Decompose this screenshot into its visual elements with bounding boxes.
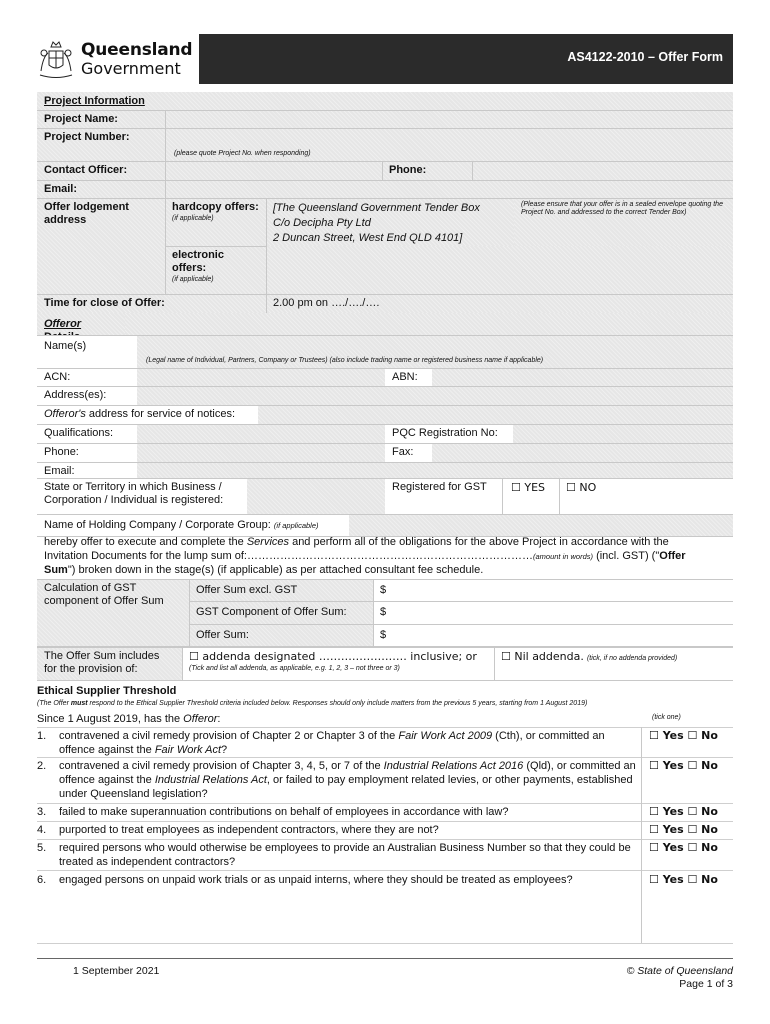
footer-copyright: © State of Queensland — [626, 965, 733, 977]
holding-company-field[interactable] — [349, 514, 733, 536]
page-header — [37, 34, 733, 84]
gst-row2-label: GST Component of Offer Sum: — [189, 601, 373, 624]
addenda-label: The Offer Sum includes for the provision of: — [37, 647, 182, 680]
gst-row1-label: Offer Sum excl. GST — [189, 579, 373, 601]
service-address-label: Offeror's address for service of notices: — [37, 405, 258, 424]
pqc-field[interactable] — [513, 424, 733, 443]
hardcopy-note: (Please ensure that your offer is in a sealed envelope quoting the Project No. and addressed to the correct Tender Box) — [521, 201, 723, 216]
close-time-label: Time for close of Offer: — [37, 294, 266, 313]
q5-yes-no-checkboxes[interactable]: ☐ Yes ☐ No — [649, 841, 718, 854]
project-name-field[interactable] — [165, 110, 733, 128]
names-field[interactable] — [137, 335, 733, 368]
tick-one-hint: (tick one) — [652, 714, 681, 721]
since-text: Since 1 August 2019, has the Offeror: — [37, 713, 221, 725]
logo-line2: Government — [81, 58, 181, 78]
project-name-label: Project Name: — [37, 110, 165, 128]
names-hint: (Legal name of Individual, Partners, Company or Trustees) (also include trading name or registered business name if applicable) — [146, 357, 544, 364]
project-phone-label: Phone: — [382, 161, 472, 180]
ethical-note: (The Offer must respond to the Ethical Supplier Threshold criteria included below. Responses should only include matters from the previous 5 years, starting from 1 August 2019) — [37, 700, 588, 707]
state-field[interactable] — [247, 478, 385, 514]
addenda-designated-option[interactable] — [182, 647, 494, 680]
nil-addenda-option[interactable] — [494, 647, 733, 680]
electronic-label: electronic offers: — [172, 249, 224, 274]
q4-yes-no-checkboxes[interactable]: ☐ Yes ☐ No — [649, 823, 718, 836]
abn-label: ABN: — [385, 368, 432, 386]
names-label: Name(s) — [44, 340, 87, 352]
electronic-field[interactable] — [266, 246, 733, 294]
offeror-details-section — [37, 313, 733, 536]
lodgement-address-label: Offer lodgement address — [37, 198, 165, 294]
project-information-section — [37, 92, 733, 313]
project-email-field[interactable] — [165, 180, 733, 198]
contact-officer-field[interactable] — [165, 161, 382, 180]
hardcopy-cell — [165, 198, 266, 246]
gst-row3-label: Offer Sum: — [189, 624, 373, 646]
pqc-label: PQC Registration No: — [385, 424, 513, 443]
address-field[interactable] — [137, 386, 733, 405]
offeror-email-field[interactable] — [137, 462, 733, 478]
offeror-details-heading: Offeror — [37, 313, 125, 335]
gst-calc-label: Calculation of GST component of Offer Sum — [37, 579, 189, 646]
q1-yes-no-checkboxes[interactable]: ☐ Yes ☐ No — [649, 729, 718, 742]
offeror-phone-label: Phone: — [37, 443, 137, 462]
nil-addenda-checkbox[interactable]: ☐ Nil addenda. — [501, 650, 584, 663]
gst-no-checkbox[interactable]: ☐ NO — [559, 478, 733, 496]
hardcopy-note-cell — [514, 198, 733, 246]
fax-field[interactable] — [432, 443, 733, 462]
abn-field[interactable] — [432, 368, 733, 386]
project-info-heading: Project Information — [37, 92, 197, 110]
electronic-hint: (if applicable) — [172, 276, 214, 283]
gst-component-field[interactable]: $ — [373, 601, 733, 624]
address-line-1: [The Queensland Government Tender Box — [273, 202, 480, 214]
addenda-table — [37, 647, 733, 680]
gst-calculation-table — [37, 579, 733, 646]
address-line-3: 2 Duncan Street, West End QLD 4101] — [273, 232, 463, 244]
address-label: Address(es): — [37, 386, 137, 405]
footer-page-number: Page 1 of 3 — [679, 978, 733, 990]
page-footer — [37, 958, 733, 998]
logo-line1: Queensland — [81, 39, 193, 60]
addenda-hint: (Tick and list all addenda, as applicable, e.g. 1, 2, 3 – not three or 3) — [189, 665, 400, 672]
q2-yes-no-checkboxes[interactable]: ☐ Yes ☐ No — [649, 759, 718, 772]
offeror-email-label: Email: — [37, 462, 137, 478]
qualifications-field[interactable] — [137, 424, 385, 443]
nil-addenda-hint: (tick, if no addenda provided) — [586, 655, 678, 662]
addenda-designated-checkbox[interactable]: ☐ addenda designated …………………… inclusive; or — [189, 650, 477, 663]
project-number-label: Project Number: — [37, 128, 165, 161]
document-title: AS4122-2010 – Offer Form — [567, 50, 723, 64]
acn-label: ACN: — [37, 368, 137, 386]
qld-gov-logo — [37, 34, 199, 84]
offer-paragraph: hereby offer to execute and complete the Services and perform all of the obligations for the above Project in accordance with the Invitation Documents for the lump sum of:……………………………………………………………………(amount in words) (incl. GST) ("Offer Sum") broken down in the stage(s) (if applicable) as per attached consultant fee schedule. — [44, 536, 686, 576]
project-email-label: Email: — [37, 180, 165, 198]
ethical-title: Ethical Supplier Threshold — [37, 685, 177, 697]
qualifications-label: Qualifications: — [37, 424, 137, 443]
title-bar — [199, 34, 733, 84]
close-time-value: 2.00 pm on …./…./…. — [266, 294, 733, 313]
project-number-field[interactable] — [165, 128, 733, 161]
offer-sum-field[interactable]: $ — [373, 624, 733, 646]
service-address-field[interactable] — [258, 405, 733, 424]
ethical-supplier-section — [37, 685, 733, 708]
offer-form-page: Queensland Government AS4122-2010 – Offer Form Project Information Project Name: Project Number: (please quote Project No. when responding) Contact Officer: Phone: Email: Offer lodgement address hardcopy offers: (if applicable) [The Queensland Government Tender Box C/o Decipha Pty Ltd 2 Duncan Street, West End QLD 4101] (Please ensure that your offer is in a sealed envelope quoting the Project No. and addressed to the correct Tender Box) electronic offers: (if applicable) Time for close of Offer: 2.00 pm on …./…./…. Offeror Name(s) (Legal name of Individual, Partners, Company or Trustees) (also include trading name or registered business name if applicable) ACN: ABN: Address(es): Offeror's address for service of notices: Qualifications: PQC Registration No: Phone: Fax: Email: State or Territory in which Business / Corporation / Individual is registered: Registered for GST ☐ YES ☐ NO Name of Holding Company / Corporate Group: (if applicable) hereby offer to execute and complete the Services and perform all of the obligations for the above Project in accordance with the Invitation Documents for the lump sum of:……………………………………………………………………(amount in words) (incl. GST) ("Offer Sum") broken down in the stage(s) (if applicable) as per attached consultant fee schedule. Calculation of GST component of Offer Sum Offer Sum excl. GST $ GST Component of Offer Sum: $ Offer Sum: $ The Offer Sum includes for the provision of: ☐ addenda designated …………………… inclusive; or (Tick and list all addenda, as applicable, e.g. 1, 2, 3 – not three or 3) ☐ Nil addenda. (tick, if no addenda provided) Ethical Supplier Threshold (The Offer must respond to the Ethical Supplier Threshold criteria included below. Responses should only include matters from the previous 5 years, starting from 1 August 2019) Since 1 August 2019, has the Offeror: (tick one) 1. contravened a civil remedy provision of Chapter 2 or Chapter 3 of the Fair Work Act 2009 (Cth), or committed an offence against the Fair Work Act? ☐ Yes ☐ No 2. contravened a civil remedy provision of Chapter 3, 4, 5, or 7 of the Industrial Relations Act 2016 (Qld), or committed an offence against the Industrial Relations Act, or failed to pay employment related levies, or other payments, established under Queensland legislation? ☐ Yes ☐ No 3. failed to make superannuation contributions on behalf of employees in accordance with law? ☐ Yes ☐ No 4. purported to treat employees as independent contractors, where they are not? ☐ Yes ☐ No 5. required persons who would otherwise be employees to provide an Australian Business Number so that they could be treated as independent contractors? ☐ Yes ☐ No 6. engaged persons on unpaid work trials or as unpaid interns, where they should be treated as employees? ☐ Yes ☐ No — [37, 34, 733, 84]
q3-yes-no-checkboxes[interactable]: ☐ Yes ☐ No — [649, 805, 718, 818]
holding-company-label: Name of Holding Company / Corporate Group: (if applicable) — [37, 514, 349, 536]
project-phone-field[interactable] — [472, 161, 733, 180]
hardcopy-hint: (if applicable) — [172, 215, 214, 222]
project-number-hint: (please quote Project No. when responding) — [174, 150, 311, 157]
contact-officer-label: Contact Officer: — [37, 161, 165, 180]
q6-yes-no-checkboxes[interactable]: ☐ Yes ☐ No — [649, 873, 718, 886]
gst-registered-label: Registered for GST — [385, 478, 502, 514]
hardcopy-address — [266, 198, 514, 246]
gst-yes-checkbox[interactable]: ☐ YES — [504, 478, 559, 496]
state-label: State or Territory in which Business / Corporation / Individual is registered: — [37, 478, 247, 514]
address-line-2: C/o Decipha Pty Ltd — [273, 217, 371, 229]
hardcopy-label: hardcopy offers: — [172, 201, 259, 213]
coat-of-arms-icon — [37, 37, 75, 81]
offer-sum-excl-gst-field[interactable]: $ — [373, 579, 733, 601]
acn-field[interactable] — [137, 368, 385, 386]
fax-label: Fax: — [385, 443, 432, 462]
electronic-cell — [165, 246, 266, 294]
footer-date: 1 September 2021 — [73, 965, 160, 977]
offeror-phone-field[interactable] — [137, 443, 385, 462]
